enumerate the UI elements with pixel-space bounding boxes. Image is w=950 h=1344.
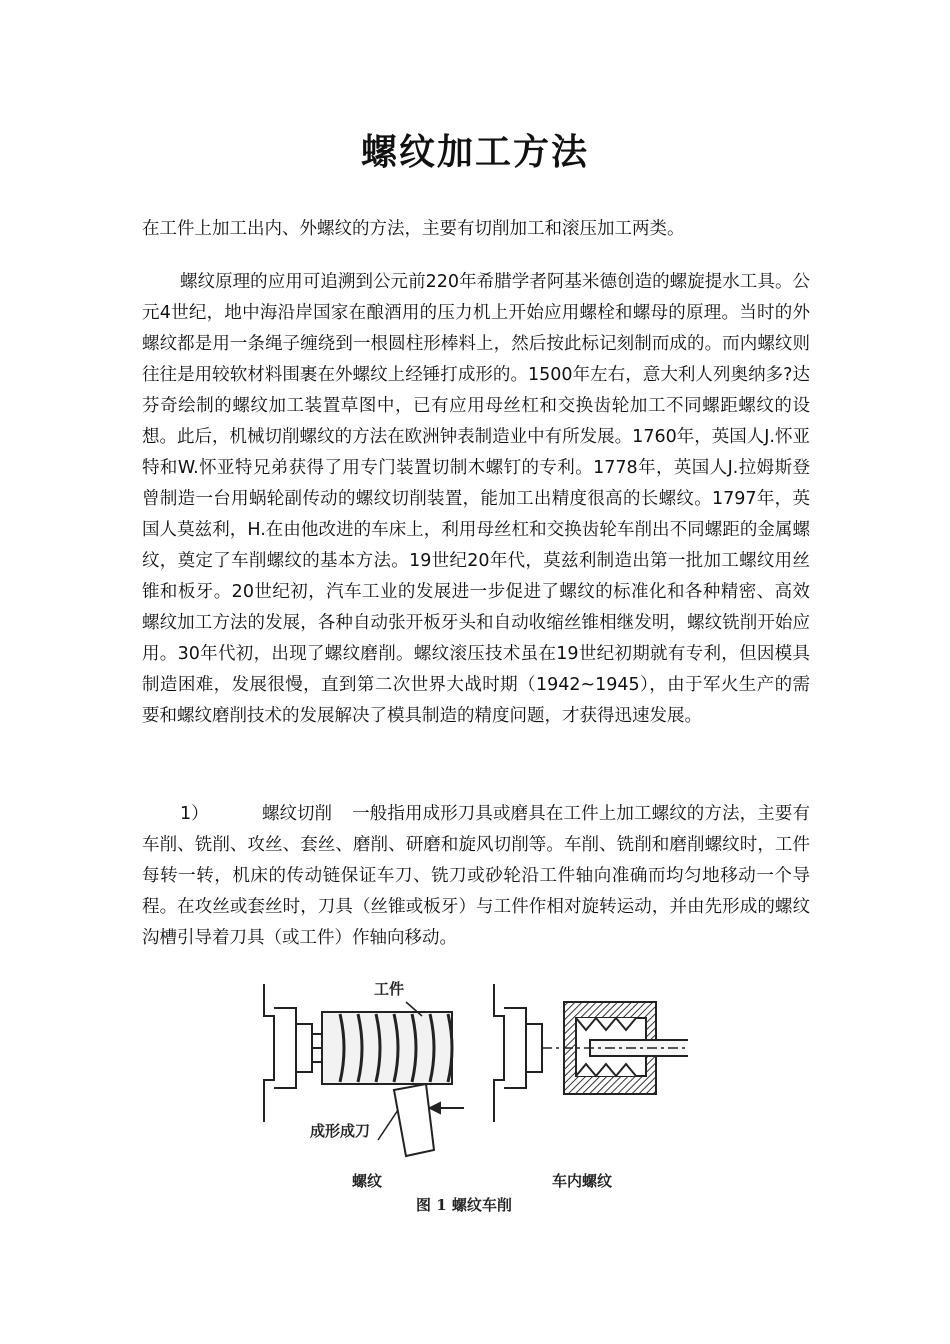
history-paragraph: 螺纹原理的应用可追溯到公元前220年希腊学者阿基米德创造的螺旋提水工具。公元4世纪，地中海沿岸国家在酿酒用的压力机上开始应用螺栓和螺母的原理。当时的外螺纹都是用一条绳子缠绕到一根圆柱形棒料上，然后按此标记刻制而成的。而内螺纹则往往是用较软材料围裹在外螺纹上经锤打成形的。1500年左右，意大利人列奥纳多?达芬奇绘制的螺纹加工装置草图中，已有应用母丝杠和交换齿轮加工不同螺距螺纹的设想。此后，机械切削螺纹的方法在欧洲钟表制造业中有所发展。1760年，英国人J.怀亚特和W.怀亚特兄弟获得了用专门装置切制木螺钉的专利。1778年，英国人J.拉姆斯登曾制造一台用蜗轮副传动的螺纹切削装置，能加工出精度很高的长螺纹。1797年，英国人莫兹利，H.在由他改进的车床上，利用母丝杠和交换齿轮车削出不同螺距的金属螺纹，奠定了车削螺纹的基本方法。19世纪20年代，莫兹利制造出第一批加工螺纹用丝锥和板牙。20世纪初，汽车工业的发展进一步促进了螺纹的标准化和各种精密、高效螺纹加工方法的发展，各种自动张开板牙头和自动收缩丝锥相继发明，螺纹铣削开始应用。30年代初，出现了螺纹磨削。螺纹滚压技术虽在19世纪初期就有专利，但因模具制造困难，发展很慢，直到第二次世界大战时期（1942~1945），由于军火生产的需要和螺纹磨削技术的发展解决了模具制造的精度问题，才获得迅速发展。 xyxy=(142,272,810,726)
label-internal-thread: 车内螺纹 xyxy=(552,1172,613,1190)
section-1-body: 一般指用成形刀具或磨具在工件上加工螺纹的方法，主要有车削、铣削、攻丝、套丝、磨削、研磨和旋风切削等。车削、铣削和磨削螺纹时，工件每转一转，机床的传动链保证车刀、铣刀或砂轮沿工件轴向准确而均匀地移动一个导程。在攻丝或套丝时，刀具（丝锥或板牙）与工件作相对旋转运动，并由先形成的螺纹沟槽引导着刀具（或工件）作轴向移动。 xyxy=(142,804,810,948)
label-external-thread: 螺纹 xyxy=(352,1172,383,1190)
section-1-heading: 螺纹切削 xyxy=(262,804,332,824)
figure-thread-turning xyxy=(258,972,688,1220)
section-1-paragraph xyxy=(142,799,810,954)
figure-caption: 图 1 螺纹车削 xyxy=(416,1196,512,1214)
page-title: 螺纹加工方法 xyxy=(360,132,589,173)
internal-thread-chuck xyxy=(494,984,542,1122)
intro-paragraph: 在工件上加工出内、外螺纹的方法，主要有切削加工和滚压加工两类。 xyxy=(142,219,685,239)
label-forming-tool: 成形成刀 xyxy=(310,1122,371,1140)
label-workpiece: 工件 xyxy=(374,980,405,998)
section-1-number: 1） xyxy=(180,804,209,824)
feed-arrow xyxy=(430,1103,464,1113)
forming-tool xyxy=(394,1084,434,1156)
thread-turning-diagram xyxy=(258,972,688,1192)
